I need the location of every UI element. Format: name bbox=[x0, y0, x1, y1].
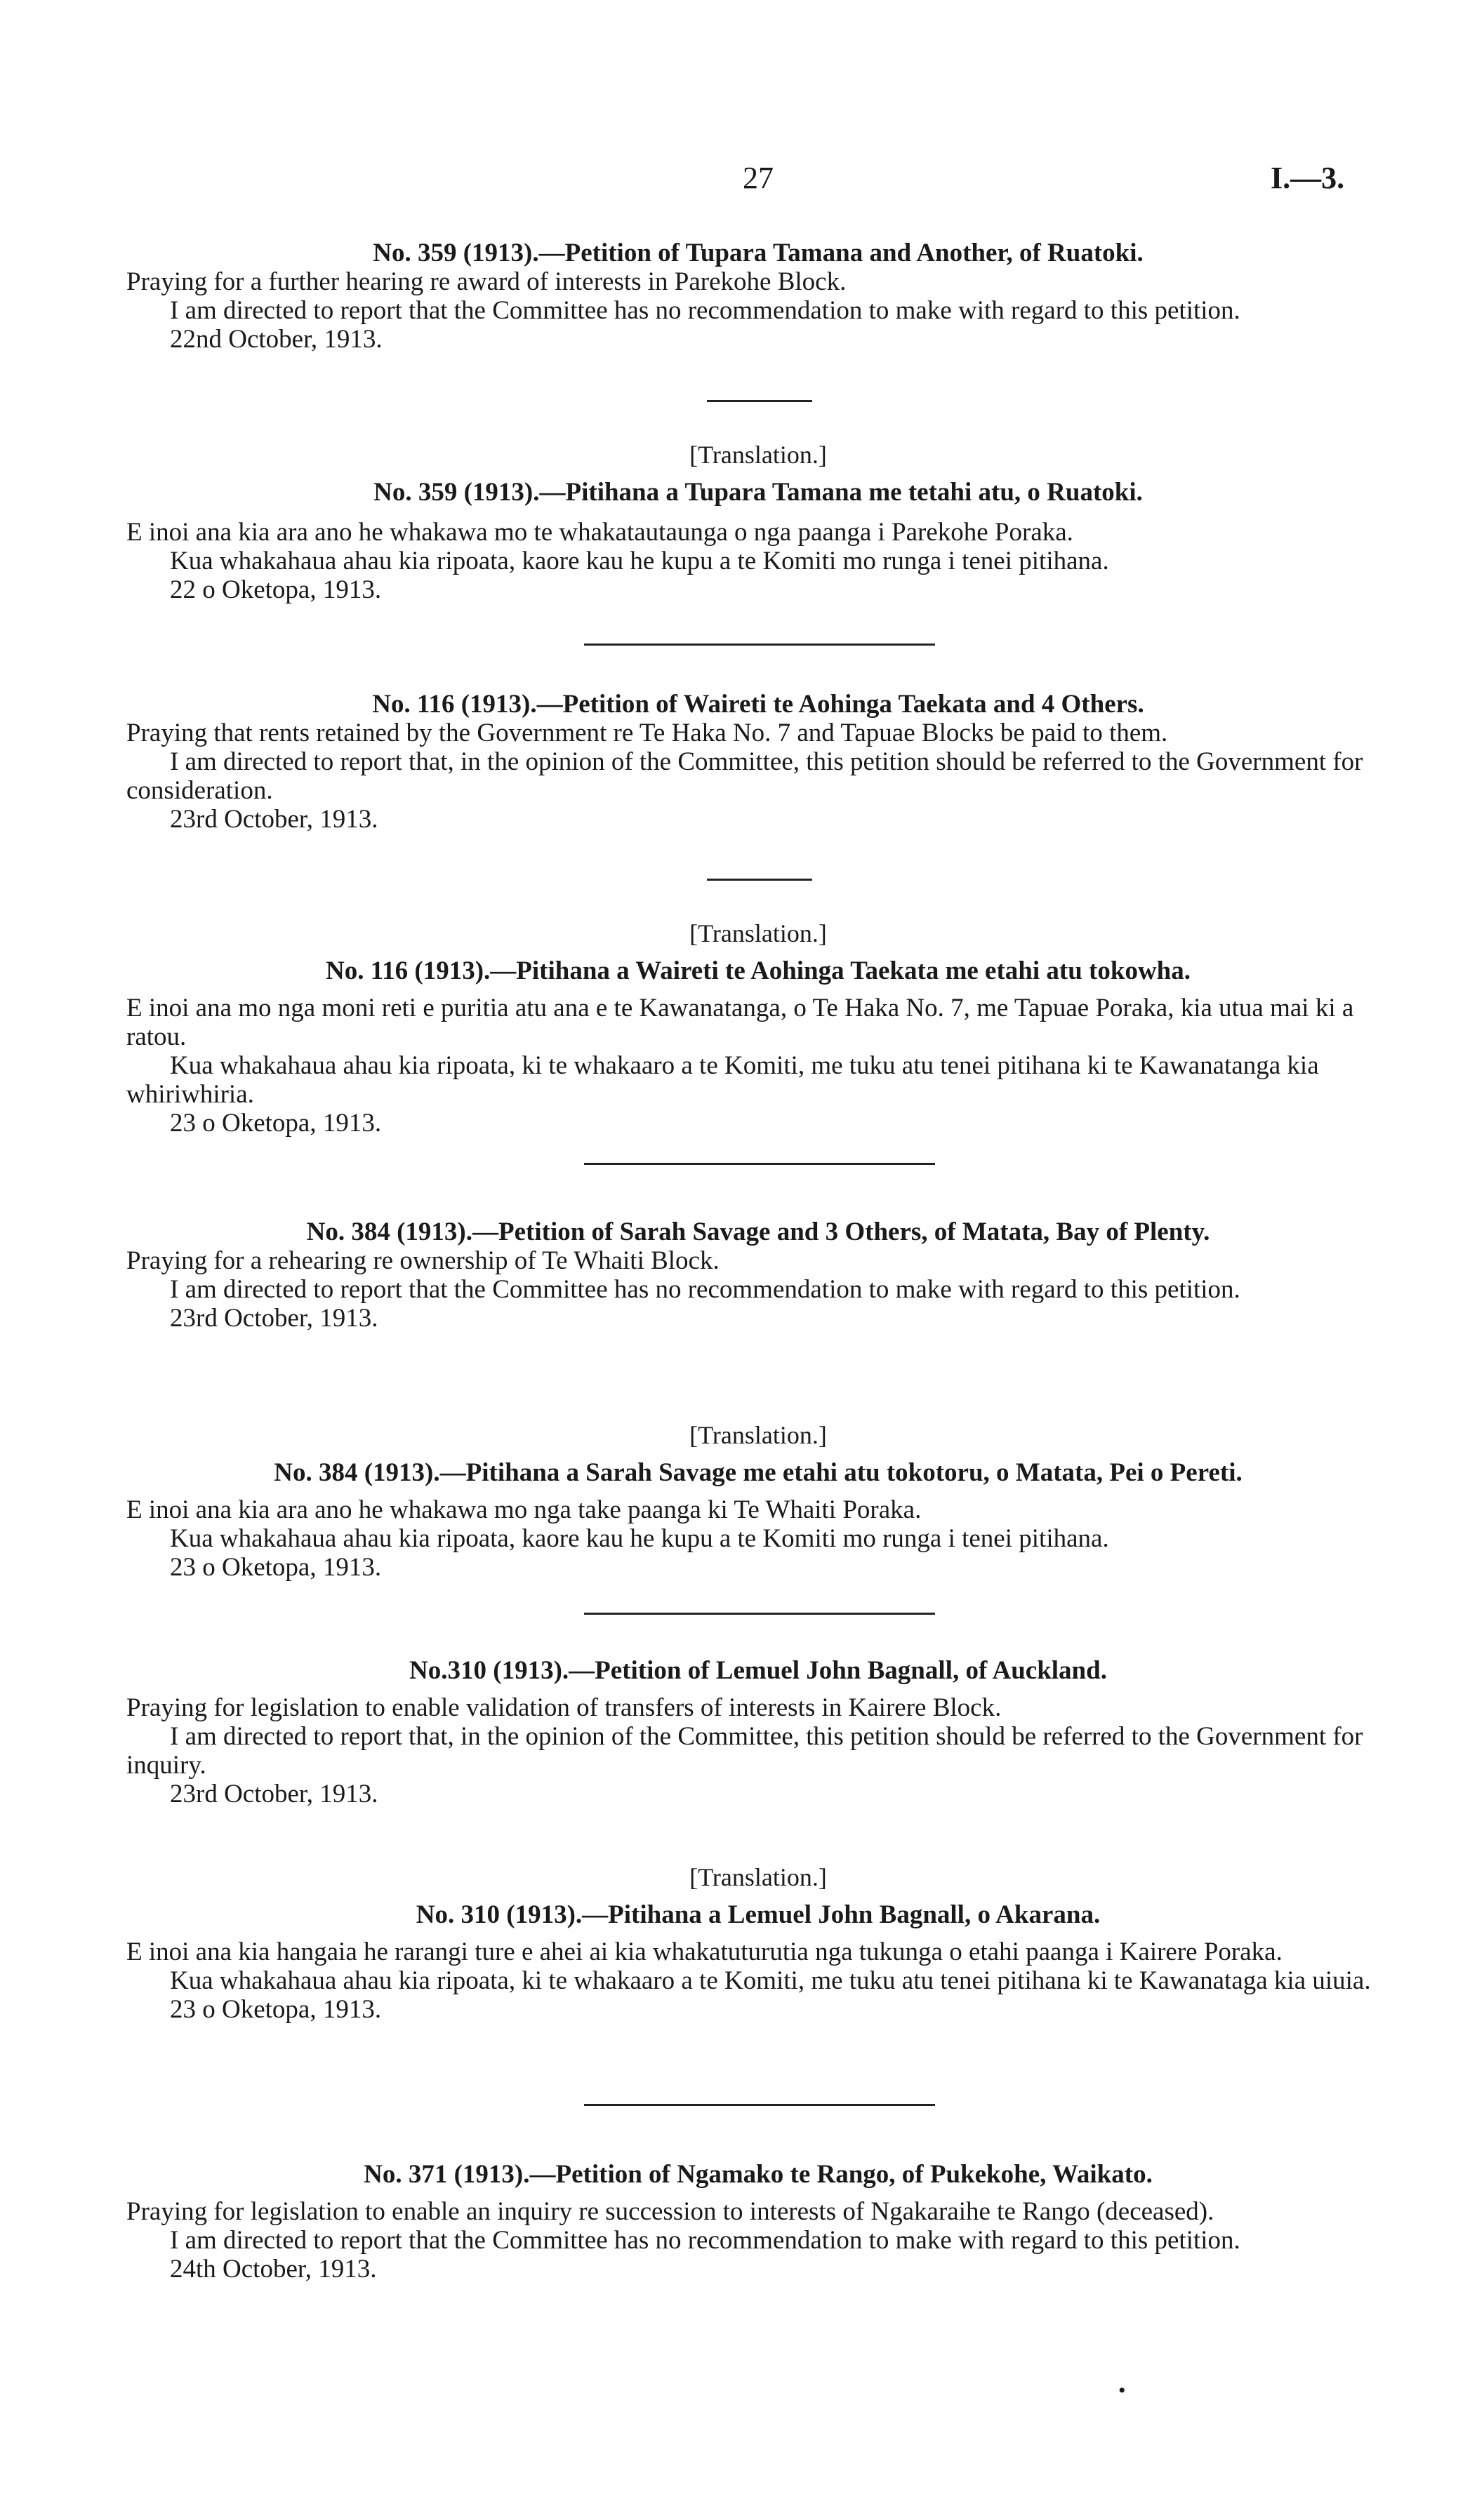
translation-entry bbox=[126, 1421, 1390, 1582]
petition-title: No.310 (1913).—Petition of Lemuel John Bagnall, of Auckland. bbox=[409, 1656, 1107, 1685]
long-divider bbox=[584, 644, 935, 646]
petition-date: 23rd October, 1913. bbox=[170, 1780, 378, 1808]
translation-label: [Translation.] bbox=[689, 1863, 827, 1891]
translation-entry bbox=[126, 919, 1390, 1138]
translation-label: [Translation.] bbox=[689, 919, 827, 947]
petition-date: 23 o Oketopa, 1913. bbox=[170, 1553, 382, 1582]
petition-praying: E inoi ana kia hangaia he rarangi ture e ahei ai kia whakatuturutia nga tukunga o etahi paanga i Kairere Poraka. bbox=[126, 1938, 1283, 1966]
petition-report: I am directed to report that the Committee has no recommendation to make with regard to this petition. bbox=[170, 2226, 1240, 2255]
petition-entry bbox=[126, 1656, 1390, 1808]
petition-title: No. 384 (1913).—Petition of Sarah Savage and 3 Others, of Matata, Bay of Plenty. bbox=[306, 1218, 1210, 1246]
petition-date: 22 o Oketopa, 1913. bbox=[170, 575, 382, 604]
long-divider bbox=[584, 1613, 935, 1615]
petition-date: 23 o Oketopa, 1913. bbox=[170, 1995, 382, 2024]
petition-date: 23rd October, 1913. bbox=[170, 805, 378, 834]
translation-entry bbox=[126, 441, 1390, 604]
petition-date: 22nd October, 1913. bbox=[170, 325, 383, 354]
petition-report: I am directed to report that, in the opinion of the Committee, this petition should be referred to the Government for consideration. bbox=[126, 747, 1363, 805]
petition-report: I am directed to report that the Committee has no recommendation to make with regard to this petition. bbox=[170, 1275, 1240, 1304]
petition-report: I am directed to report that, in the opinion of the Committee, this petition should be referred to the Government for inquiry. bbox=[126, 1722, 1363, 1780]
petition-praying: E inoi ana kia ara ano he whakawa mo nga take paanga ki Te Whaiti Poraka. bbox=[126, 1495, 922, 1524]
petition-report: Kua whakahaua ahau kia ripoata, ki te whakaaro a te Komiti, me tuku atu tenei pitihana ki te Kawanatanga kia whiriwhiria. bbox=[126, 1051, 1319, 1109]
petition-praying: Praying that rents retained by the Government re Te Haka No. 7 and Tapuae Blocks be paid to them. bbox=[126, 719, 1168, 747]
petition-praying: Praying for legislation to enable validation of transfers of interests in Kairere Block. bbox=[126, 1693, 1002, 1722]
petition-report: Kua whakahaua ahau kia ripoata, ki te whakaaro a te Komiti, me tuku atu tenei pitihana ki te Kawanataga kia uiuia. bbox=[170, 1966, 1371, 1995]
petition-date: 24th October, 1913. bbox=[170, 2255, 377, 2284]
petition-entry bbox=[126, 239, 1390, 354]
petition-report: Kua whakahaua ahau kia ripoata, kaore kau he kupu a te Komiti mo runga i tenei pitihana. bbox=[170, 547, 1109, 575]
long-divider bbox=[584, 1163, 935, 1165]
petition-title: No. 359 (1913).—Pitihana a Tupara Tamana me tetahi atu, o Ruatoki. bbox=[373, 478, 1143, 507]
translation-label: [Translation.] bbox=[689, 441, 827, 469]
petition-title: No. 116 (1913).—Petition of Waireti te Aohinga Taekata and 4 Others. bbox=[372, 690, 1144, 719]
petition-date: 23 o Oketopa, 1913. bbox=[170, 1109, 382, 1138]
petition-praying: Praying for legislation to enable an inquiry re succession to interests of Ngakaraihe te Rango (deceased). bbox=[126, 2197, 1214, 2226]
translation-entry bbox=[126, 1863, 1390, 2024]
petition-date: 23rd October, 1913. bbox=[170, 1304, 378, 1333]
petition-title: No. 116 (1913).—Pitihana a Waireti te Aohinga Taekata me etahi atu tokowha. bbox=[325, 956, 1191, 985]
stray-mark: • bbox=[1118, 2379, 1126, 2402]
long-divider bbox=[584, 2104, 935, 2106]
petition-praying: Praying for a further hearing re award of interests in Parekohe Block. bbox=[126, 267, 847, 296]
petition-report: Kua whakahaua ahau kia ripoata, kaore kau he kupu a te Komiti mo runga i tenei pitihana. bbox=[170, 1524, 1109, 1553]
petition-praying: E inoi ana kia ara ano he whakawa mo te whakatautaunga o nga paanga i Parekohe Poraka. bbox=[126, 518, 1073, 547]
petition-praying: E inoi ana mo nga moni reti e puritia atu ana e te Kawanatanga, o Te Haka No. 7, me Tapuae Poraka, kia utua mai ki a ratou. bbox=[126, 994, 1354, 1051]
translation-label: [Translation.] bbox=[689, 1421, 827, 1449]
petition-report: I am directed to report that the Committee has no recommendation to make with regard to this petition. bbox=[170, 296, 1240, 325]
petition-praying: Praying for a rehearing re ownership of Te Whaiti Block. bbox=[126, 1246, 720, 1275]
petition-title: No. 371 (1913).—Petition of Ngamako te Rango, of Pukekohe, Waikato. bbox=[364, 2160, 1153, 2189]
petition-title: No. 310 (1913).—Pitihana a Lemuel John Bagnall, o Akarana. bbox=[416, 1900, 1101, 1929]
petition-title: No. 359 (1913).—Petition of Tupara Tamana and Another, of Ruatoki. bbox=[373, 239, 1144, 267]
petition-entry bbox=[126, 2160, 1390, 2284]
document-reference: I.—3. bbox=[1271, 161, 1345, 195]
petition-entry bbox=[126, 1218, 1390, 1333]
page-number: 27 bbox=[743, 161, 774, 195]
petition-entry bbox=[126, 690, 1390, 834]
short-divider bbox=[707, 879, 812, 881]
short-divider bbox=[707, 400, 812, 402]
petition-title: No. 384 (1913).—Pitihana a Sarah Savage me etahi atu tokotoru, o Matata, Pei o Pereti. bbox=[274, 1458, 1243, 1487]
